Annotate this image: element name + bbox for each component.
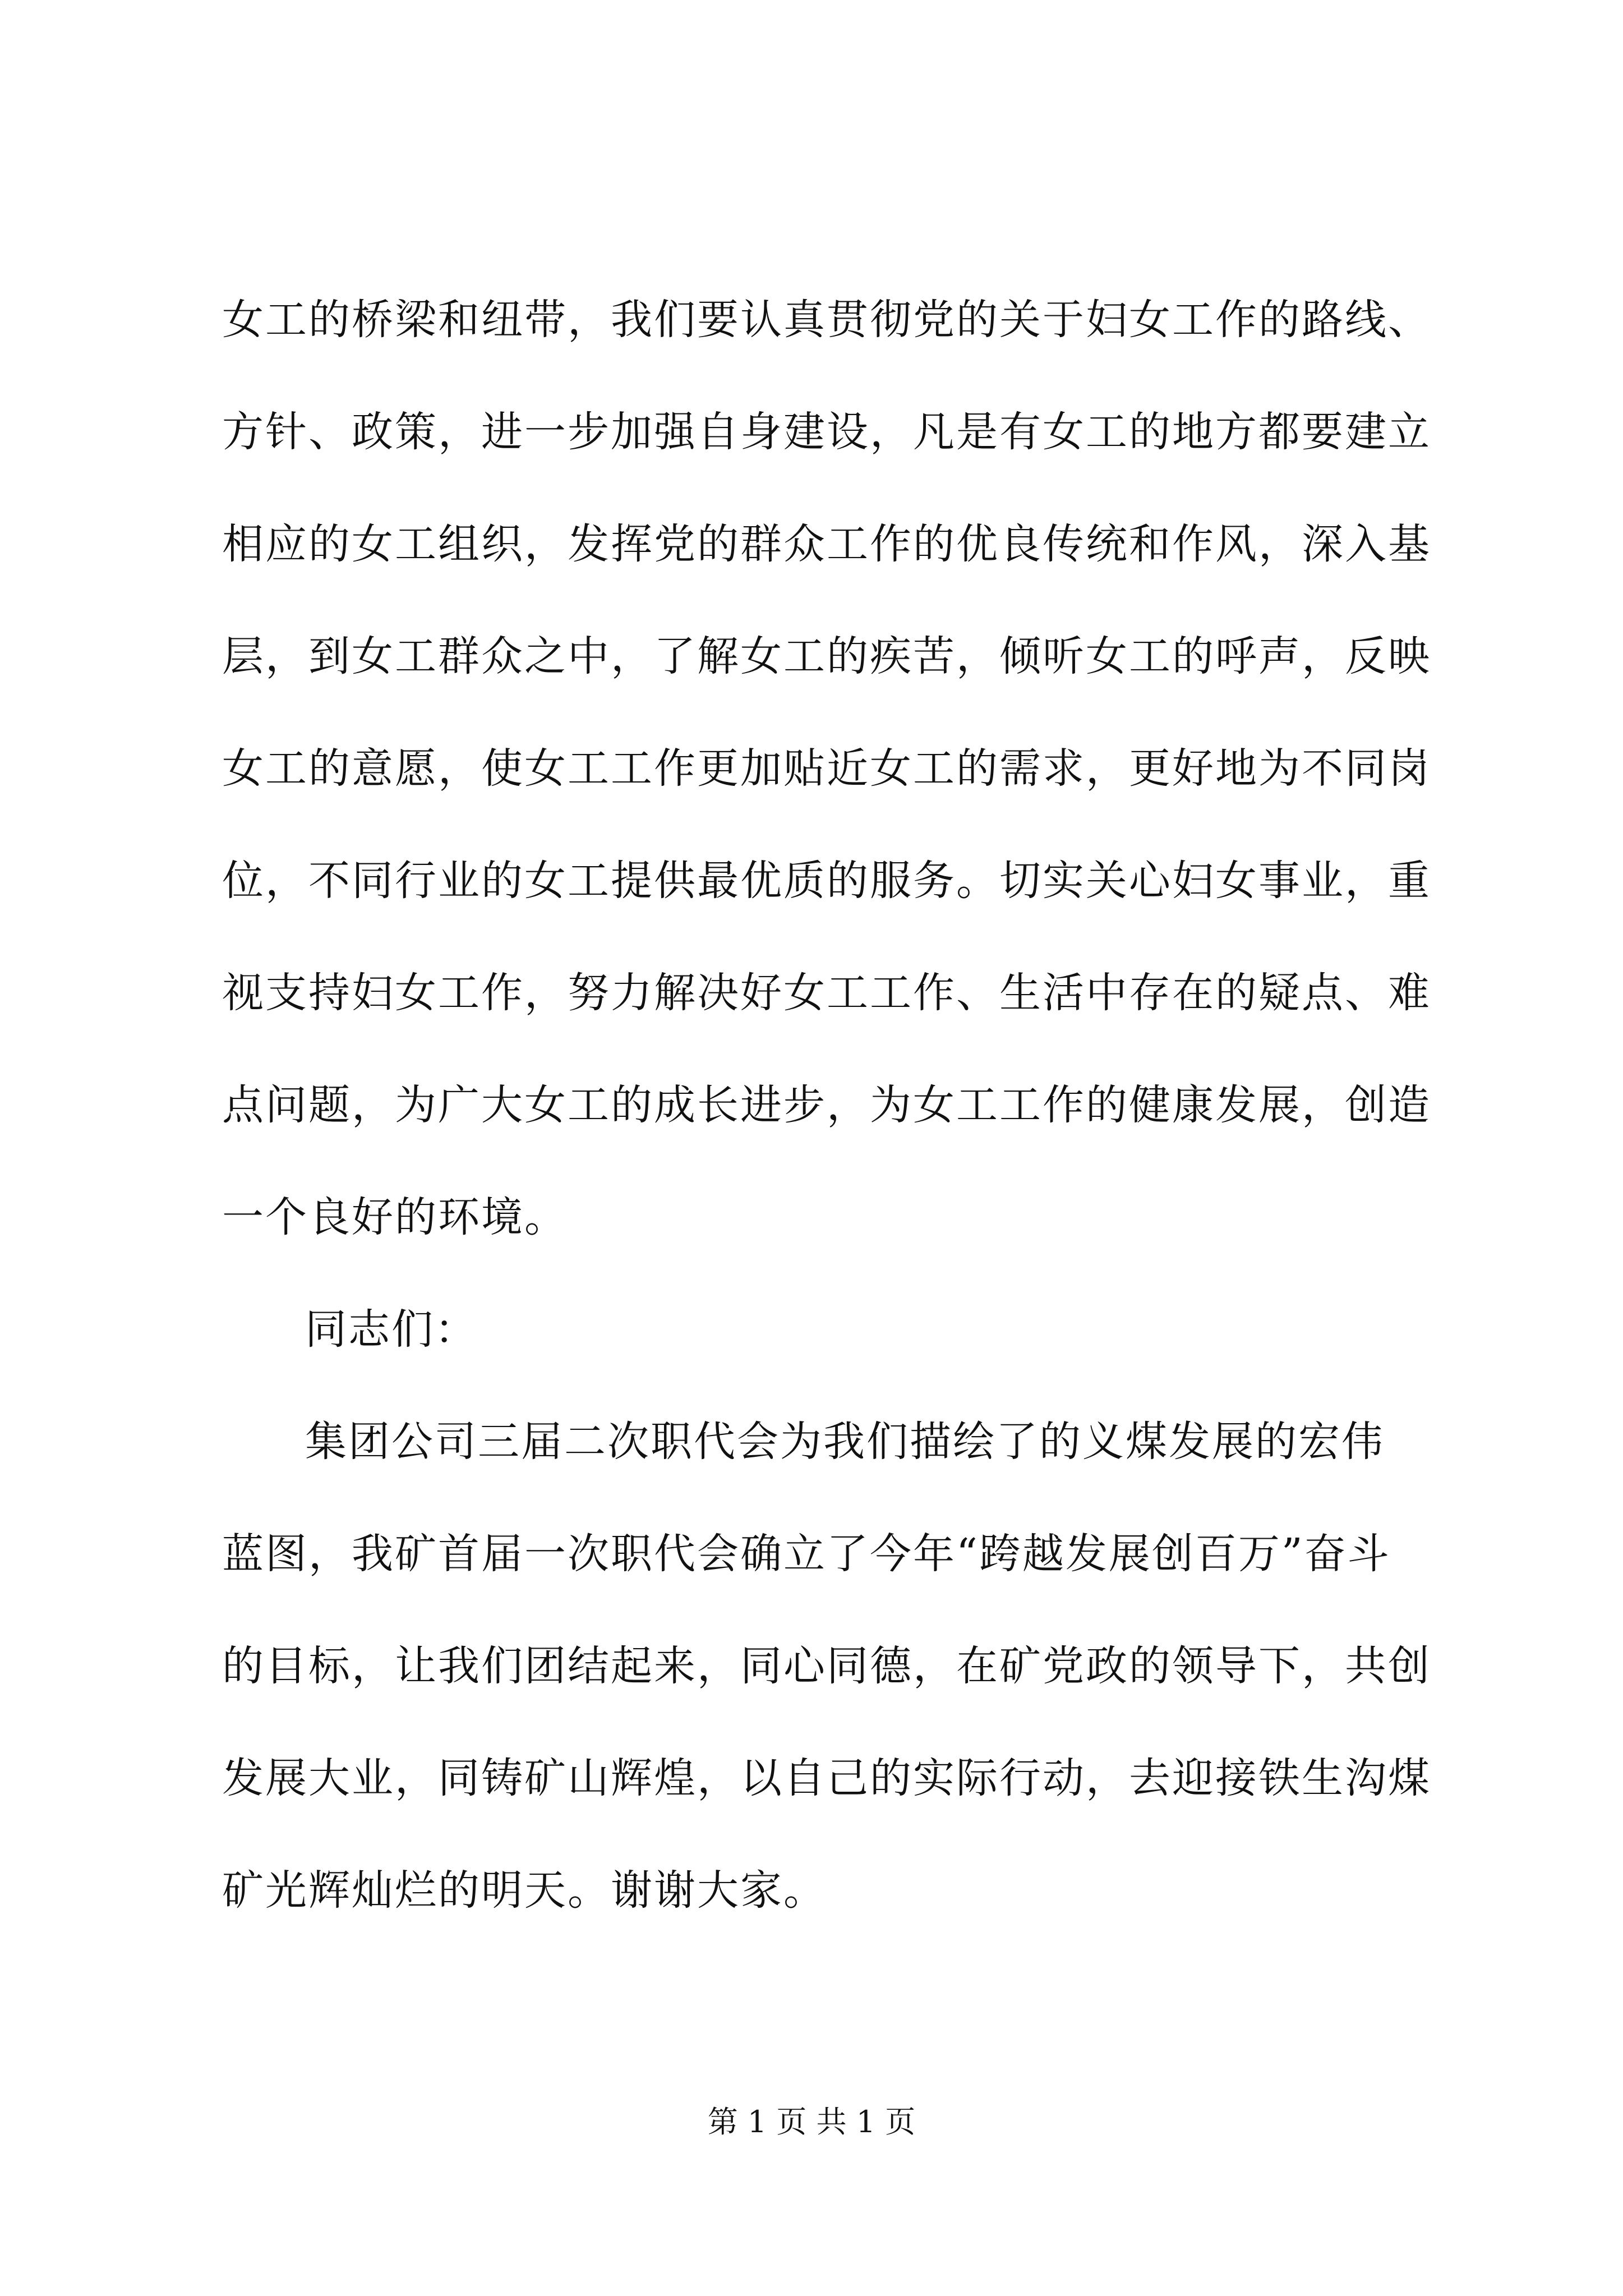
text-line: 视支持妇女工作，努力解决好女工工作、生活中存在的疑点、难 (222, 969, 1431, 1017)
salutation-line: 同志们： (305, 1305, 478, 1354)
text-line: 一个良好的环境。 (222, 1193, 568, 1241)
text-line: 发展大业，同铸矿山辉煌，以自己的实际行动，去迎接铁生沟煤 (222, 1754, 1431, 1802)
text-line: 点问题，为广大女工的成长进步，为女工工作的健康发展，创造 (222, 1081, 1431, 1129)
text-line: 蓝图，我矿首届一次职代会确立了今年“跨越发展创百万”奋斗 (222, 1530, 1391, 1578)
paragraph-start-line: 集团公司三届二次职代会为我们描绘了的义煤发展的宏伟 (305, 1418, 1385, 1466)
text-line: 方针、政策，进一步加强自身建设，凡是有女工的地方都要建立 (222, 408, 1431, 456)
document-body (222, 264, 1433, 1947)
text-line: 矿光辉灿烂的明天。谢谢大家。 (222, 1866, 827, 1915)
text-line: 的目标，让我们团结起来，同心同德，在矿党政的领导下，共创 (222, 1642, 1431, 1690)
text-line: 位，不同行业的女工提供最优质的服务。切实关心妇女事业，重 (222, 857, 1431, 905)
text-line: 相应的女工组织，发挥党的群众工作的优良传统和作风，深入基 (222, 520, 1431, 568)
page-footer: 第 1 页 共 1 页 (707, 2104, 916, 2139)
text-line: 层，到女工群众之中，了解女工的疾苦，倾听女工的呼声，反映 (222, 632, 1431, 680)
text-line: 女工的意愿，使女工工作更加贴近女工的需求，更好地为不同岗 (222, 744, 1431, 793)
text-line: 女工的桥梁和纽带，我们要认真贯彻党的关于妇女工作的路线、 (222, 296, 1431, 344)
